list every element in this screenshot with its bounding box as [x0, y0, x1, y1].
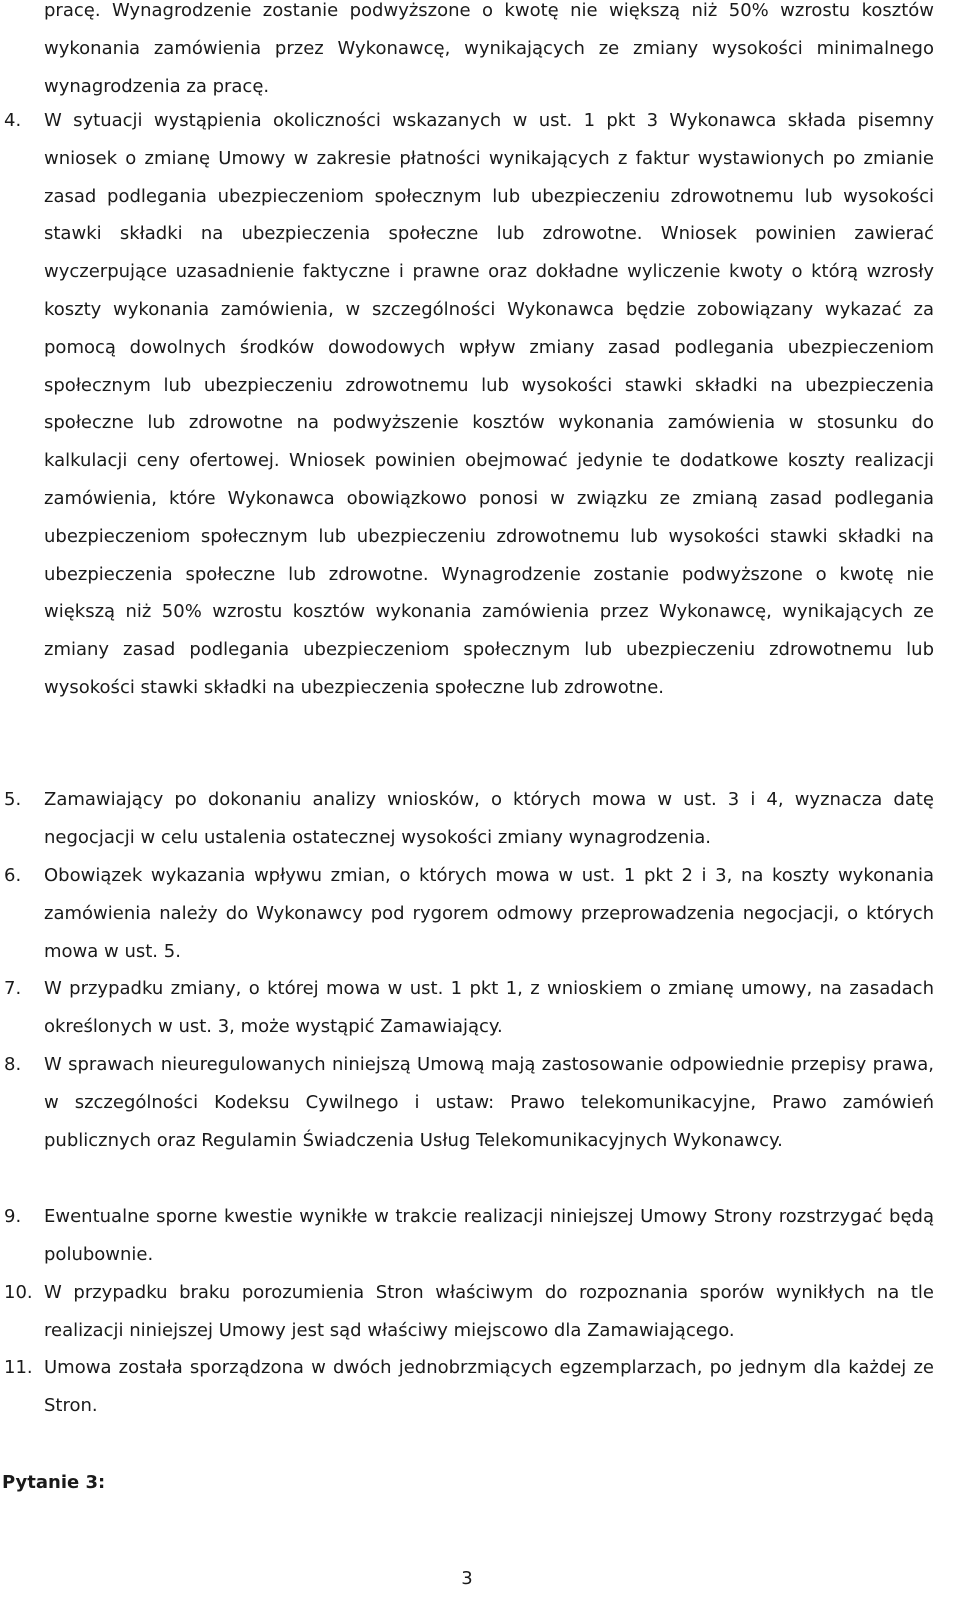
list-item: [0, 1274, 934, 1350]
item-number: 6.: [4, 865, 22, 886]
item-text: W sprawach nieuregulowanych niniejszą Umową mają zastosowanie odpowiednie przepisy prawa, w szczególności Kodeksu Cywilnego i ustaw: Prawo telekomunikacyjne, Prawo zamówień publicznych oraz Regulamin Świadczenia Usług Telekomunikacyjnych Wykonawcy.: [44, 1054, 934, 1151]
question-heading: Pytanie 3:: [2, 1472, 106, 1493]
item-number: 8.: [4, 1054, 22, 1075]
item-text: W przypadku braku porozumienia Stron właściwym do rozpoznania sporów wynikłych na tle realizacji niniejszej Umowy jest sąd właściwy miejscowo dla Zamawiającego.: [44, 1282, 934, 1341]
item-text: Umowa została sporządzona w dwóch jednobrzmiących egzemplarzach, po jednym dla każdej ze Stron.: [44, 1357, 934, 1416]
item-text: Obowiązek wykazania wpływu zmian, o których mowa w ust. 1 pkt 2 i 3, na koszty wykonania zamówienia należy do Wykonawcy pod rygorem odmowy przeprowadzenia negocjacji, o których mowa w ust. 5.: [44, 865, 934, 962]
page-number: 3: [461, 1568, 473, 1589]
item-text: W przypadku zmiany, o której mowa w ust. 1 pkt 1, z wnioskiem o zmianę umowy, na zasadach określonych w ust. 3, może wystąpić Zamawiający.: [44, 978, 934, 1037]
item-number: 10.: [4, 1282, 33, 1303]
list-item: [0, 857, 934, 970]
list-item: [0, 970, 934, 1046]
list-item: [0, 781, 934, 857]
item-text: Zamawiający po dokonaniu analizy wniosków, o których mowa w ust. 3 i 4, wyznacza datę negocjacji w celu ustalenia ostatecznej wysokości zmiany wynagrodzenia.: [44, 789, 934, 848]
list-item: [0, 1349, 934, 1425]
list-item: [0, 102, 934, 707]
list-item: [0, 1046, 934, 1159]
item-number: 7.: [4, 978, 22, 999]
continuation-paragraph: pracę. Wynagrodzenie zostanie podwyższone o kwotę nie większą niż 50% wzrostu kosztów wykonania zamówienia przez Wykonawcę, wynikających ze zmiany wysokości minimalnego wynagrodzenia za pracę.: [44, 0, 934, 97]
item-number: 9.: [4, 1206, 22, 1227]
item-number: 4.: [4, 110, 22, 131]
item-number: 11.: [4, 1357, 33, 1378]
item-text: Ewentualne sporne kwestie wynikłe w trakcie realizacji niniejszej Umowy Strony rozstrzygać będą polubownie.: [44, 1206, 934, 1265]
item-text: W sytuacji wystąpienia okoliczności wskazanych w ust. 1 pkt 3 Wykonawca składa pisemny wniosek o zmianę Umowy w zakresie płatności wynikających z faktur wystawionych po zmianie zasad podlegania ubezpieczeniom społecznym lub ubezpieczeniu zdrowotnemu lub wysokości stawki składki na ubezpieczenia społeczne lub zdrowotne. Wniosek powinien zawierać wyczerpujące uzasadnienie faktyczne i prawne oraz dokładne wyliczenie kwoty o którą wzrosły koszty wykonania zamówienia, w szczególności Wykonawca będzie zobowiązany wykazać za pomocą dowolnych środków dowodowych wpływ zmiany zasad podlegania ubezpieczeniom społecznym lub ubezpieczeniu zdrowotnemu lub wysokości stawki składki na ubezpieczenia społeczne lub zdrowotne na podwyższenie kosztów wykonania zamówienia w stosunku do kalkulacji ceny ofertowej. Wniosek powinien obejmować jedynie te dodatkowe koszty realizacji zamówienia, które Wykonawca obowiązkowo ponosi w związku ze zmianą zasad podlegania ubezpieczeniom społecznym lub ubezpieczeniu zdrowotnemu lub wysokości stawki składki na ubezpieczenia społeczne lub zdrowotne. Wynagrodzenie zostanie podwyższone o kwotę nie większą niż 50% wzrostu kosztów wykonania zamówienia przez Wykonawcę, wynikających ze zmiany zasad podlegania ubezpieczeniom społecznym lub ubezpieczeniu zdrowotnemu lub wysokości stawki składki na ubezpieczenia społeczne lub zdrowotne.: [44, 110, 934, 698]
list-item: [0, 1198, 934, 1274]
item-number: 5.: [4, 789, 22, 810]
